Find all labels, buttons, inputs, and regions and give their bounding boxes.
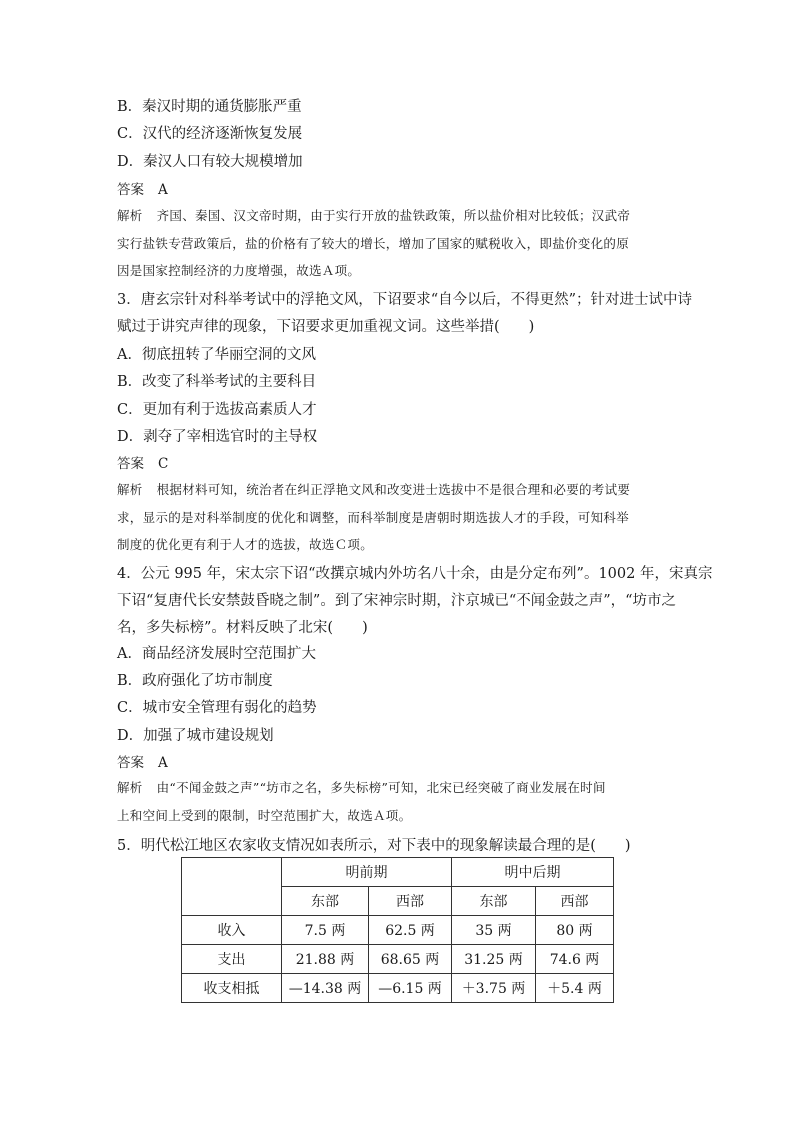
answer-value: C [158,456,169,472]
option-b-q3: B．改变了科举考试的主要科目 [117,374,317,390]
header-early-ming: 明前期 [282,858,452,887]
explanation-q2-line3: 因是国家控制经济的力度增强，故选Ａ项。 [117,263,361,278]
table-cell: 74.6 两 [536,945,614,974]
table-row [182,945,614,974]
header-east: 东部 [452,887,536,916]
table-row [182,974,614,1003]
answer-q3 [117,452,168,472]
row-label: 支出 [182,945,282,974]
answer-label: 答案 [117,456,144,472]
answer-q4 [117,751,168,771]
header-east: 东部 [282,887,369,916]
option-a-q4: A．商品经济发展时空范围扩大 [117,646,316,662]
table-cell: 31.25 两 [452,945,536,974]
question-3-line1: 3．唐玄宗针对科举考试中的浮艳文风，下诏要求“自今以后，不得更然”；针对进士试中诗 [117,292,693,308]
answer-q2 [117,178,168,198]
header-late-ming: 明中后期 [452,858,614,887]
table-cell: 80 两 [536,916,614,945]
explanation-text: 根据材料可知，统治者在纠正浮艳文风和改变进士选拔中不是很合理和必要的考试要 [156,482,631,497]
answer-label: 答案 [117,182,144,198]
explanation-label: 解析 [117,482,143,497]
answer-value: A [158,182,168,198]
option-d-q3: D．剥夺了宰相选官时的主导权 [117,429,318,445]
explanation-text: 齐国、秦国、汉文帝时期，由于实行开放的盐铁政策，所以盐价相对比较低；汉武帝 [156,208,631,223]
table-row [182,916,614,945]
option-c-q2: C．汉代的经济逐渐恢复发展 [117,126,303,142]
option-d-q2: D．秦汉人口有较大规模增加 [117,154,303,170]
explanation-q2-line1 [117,206,630,224]
explanation-q3-line3: 制度的优化更有利于人才的选拔，故选Ｃ项。 [117,537,374,552]
table-cell: 7.5 两 [282,916,369,945]
explanation-q2-line2: 实行盐铁专营政策后，盐的价格有了较大的增长，增加了国家的赋税收入，即盐价变化的原 [117,236,630,251]
table-cell: 21.88 两 [282,945,369,974]
explanation-label: 解析 [117,208,143,223]
explanation-text: 由“不闻金鼓之声”“坊市之名，多失标榜”可知，北宋已经突破了商业发展在时间 [156,780,606,795]
table-cell: ＋5.4 两 [536,974,614,1003]
row-label: 收入 [182,916,282,945]
question-5-line1: 5．明代松江地区农家收支情况如表所示，对下表中的现象解读最合理的是( ) [117,838,631,854]
option-c-q3: C．更加有利于选拔高素质人才 [117,402,317,418]
explanation-q4-line2: 上和空间上受到的限制，时空范围扩大，故选Ａ项。 [117,808,412,823]
table-corner-cell [182,858,282,916]
option-b-q4: B．政府强化了坊市制度 [117,673,273,689]
row-label: 收支相抵 [182,974,282,1003]
question-4-line3: 名，多失标榜”。材料反映了北宋( ) [117,620,368,636]
table-cell: ＋3.75 两 [452,974,536,1003]
header-west: 西部 [369,887,452,916]
table-cell: 62.5 两 [369,916,452,945]
explanation-q3-line2: 求，显示的是对科举制度的优化和调整，而科举制度是唐朝时期选拔人才的手段，可知科举 [117,510,630,525]
option-a-q3: A．彻底扭转了华丽空洞的文风 [117,347,316,363]
explanation-q3-line1 [117,480,630,498]
table-header-row [182,858,614,887]
table-cell: —14.38 两 [282,974,369,1003]
option-d-q4: D．加强了城市建设规划 [117,728,274,744]
question-3-line2: 赋过于讲究声律的现象，下诏要求更加重视文词。这些举措( ) [117,319,535,335]
question-4-line1: 4．公元 995 年，宋太宗下诏“改撰京城内外坊名八十余，由是分定布列”。1002 年，宋真宗 [117,566,713,582]
question-4-line2: 下诏“复唐代长安禁鼓昏晓之制”。到了宋神宗时期，汴京城已“不闻金鼓之声”，“坊市之 [117,593,677,609]
table-cell: 68.65 两 [369,945,452,974]
table-cell: —6.15 两 [369,974,452,1003]
table-cell: 35 两 [452,916,536,945]
answer-value: A [158,755,168,771]
income-expense-table [181,857,614,1003]
explanation-label: 解析 [117,780,143,795]
option-b-q2: B．秦汉时期的通货膨胀严重 [117,99,302,115]
header-west: 西部 [536,887,614,916]
option-c-q4: C．城市安全管理有弱化的趋势 [117,700,317,716]
answer-label: 答案 [117,755,144,771]
explanation-q4-line1 [117,778,606,796]
